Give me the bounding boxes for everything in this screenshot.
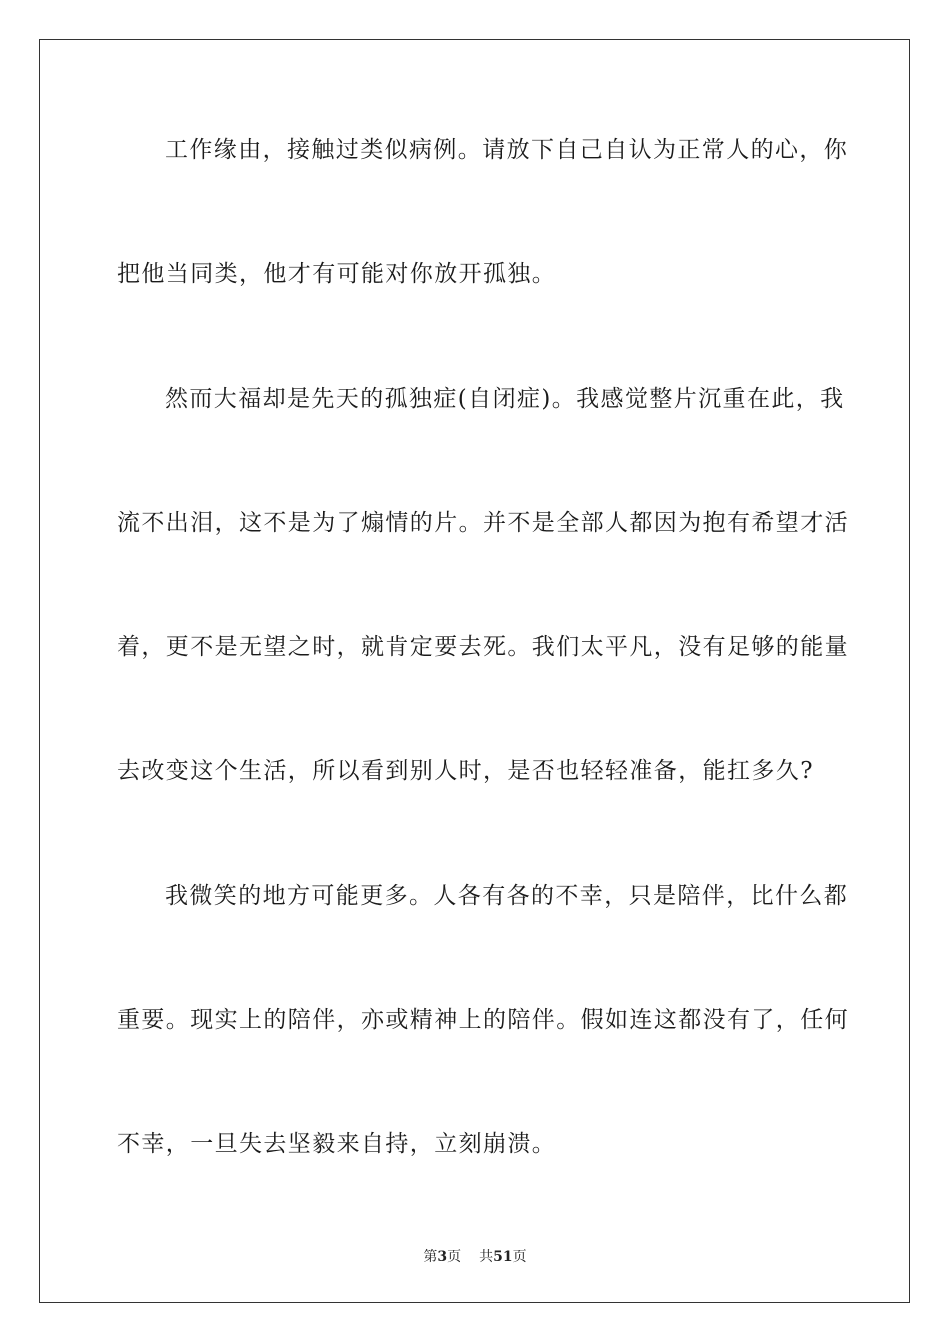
paragraph-3-line-2: 重要。现实上的陪伴，亦或精神上的陪伴。假如连这都没有了，任何	[117, 1007, 849, 1033]
page-border	[39, 39, 910, 1303]
paragraph-2-line-1: 然而大福却是先天的孤独症(自闭症)。我感觉整片沉重在此，我	[165, 386, 845, 412]
paragraph-2-line-4: 去改变这个生活，所以看到别人时，是否也轻轻准备，能扛多久?	[117, 758, 814, 784]
paragraph-1-line-1: 工作缘由，接触过类似病例。请放下自己自认为正常人的心，你	[165, 137, 849, 163]
page-number: 3	[437, 1249, 448, 1265]
page-suffix: 页	[447, 1249, 462, 1265]
page-prefix: 第	[423, 1249, 438, 1265]
paragraph-2-line-3: 着，更不是无望之时，就肯定要去死。我们太平凡，没有足够的能量	[117, 634, 849, 660]
total-prefix: 共	[479, 1249, 494, 1265]
total-pages: 51	[493, 1249, 513, 1265]
paragraph-3-line-3: 不幸，一旦失去坚毅来自持，立刻崩溃。	[117, 1131, 557, 1157]
paragraph-2-line-2: 流不出泪，这不是为了煽情的片。并不是全部人都因为抱有希望才活	[117, 510, 849, 536]
page-footer	[0, 1248, 950, 1266]
total-suffix: 页	[512, 1249, 527, 1265]
paragraph-3-line-1: 我微笑的地方可能更多。人各有各的不幸，只是陪伴，比什么都	[165, 883, 849, 909]
paragraph-1-line-2: 把他当同类，他才有可能对你放开孤独。	[117, 261, 557, 287]
